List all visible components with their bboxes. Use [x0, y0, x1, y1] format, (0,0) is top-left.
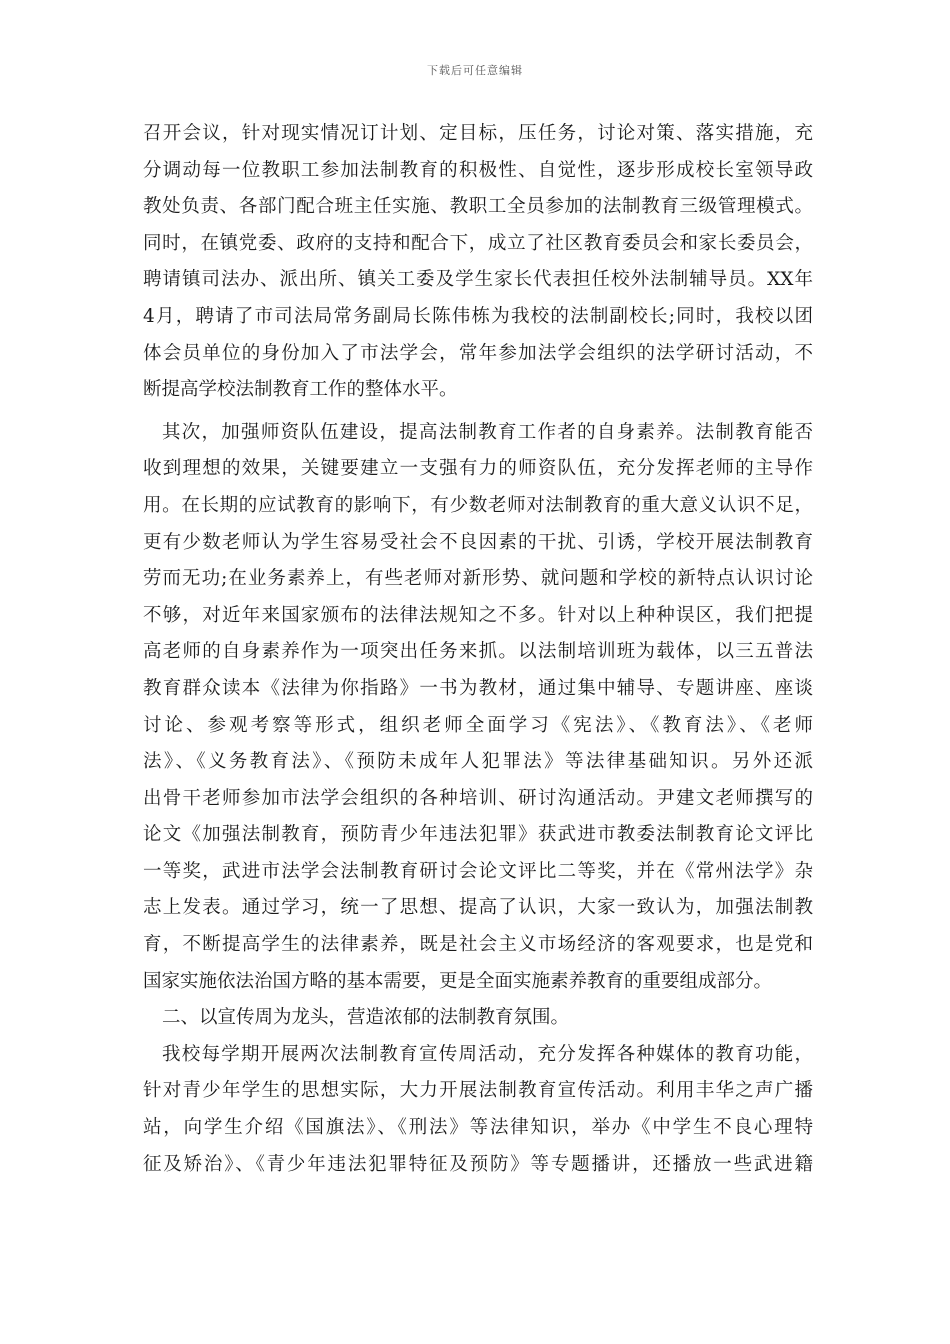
text-line: 育，不断提高学生的法律素养，既是社会主义市场经济的客观要求，也是党和: [143, 934, 813, 956]
text-line: 用。在长期的应试教育的影响下，有少数老师对法制教育的重大意义认识不足，: [143, 494, 813, 516]
text-line: 国家实施依法治国方略的基本需要，更是全面实施素养教育的重要组成部分。: [143, 970, 773, 992]
text-line: 不够，对近年来国家颁布的法律法规知之不多。针对以上种种误区，我们把提: [143, 604, 813, 626]
text-line: 征及矫治》、《青少年违法犯罪特征及预防》等专题播讲，还播放一些武进籍: [143, 1153, 813, 1175]
text-line: 同时，在镇党委、政府的支持和配合下，成立了社区教育委员会和家长委员会，: [143, 232, 813, 254]
paragraph-publicity-activities: [143, 1037, 813, 1183]
text-line: 收到理想的效果，关键要建立一支强有力的师资队伍，充分发挥老师的主导作: [143, 458, 813, 480]
text-line: 更有少数老师认为学生容易受社会不良因素的干扰、引诱，学校开展法制教育: [143, 531, 813, 553]
text-line: 针对青少年学生的思想实际，大力开展法制教育宣传活动。利用丰华之声广播: [143, 1080, 813, 1102]
text-line: 教处负责、各部门配合班主任实施、教职工全员参加的法制教育三级管理模式。: [143, 196, 813, 218]
text-line: 4月，聘请了市司法局常务副局长陈伟栋为我校的法制副校长;同时，我校以团: [143, 305, 813, 327]
text-line: 其次，加强师资队伍建设，提高法制教育工作者的自身素养。法制教育能否: [162, 421, 813, 443]
paragraph-teacher-training: [143, 415, 813, 1001]
text-line: 体会员单位的身份加入了市法学会，常年参加法学会组织的法学研讨活动，不: [143, 342, 813, 364]
text-line: 志上发表。通过学习，统一了思想、提高了认识，大家一致认为，加强法制教: [143, 897, 813, 919]
text-line: 分调动每一位教职工参加法制教育的积极性、自觉性，逐步形成校长室领导政: [143, 159, 813, 181]
text-line: 一等奖，武进市法学会法制教育研讨会论文评比二等奖，并在《常州法学》杂: [143, 860, 813, 882]
heading-line: 二、以宣传周为龙头，营造浓郁的法制教育氛围。: [162, 1007, 570, 1029]
text-line: 高老师的自身素养作为一项突出任务来抓。以法制培训班为载体，以三五普法: [143, 641, 813, 663]
text-line: 论文《加强法制教育，预防青少年违法犯罪》获武进市教委法制教育论文评比: [143, 824, 813, 846]
text-line: 讨论、参观考察等形式，组织老师全面学习《宪法》、《教育法》、《老师: [143, 714, 813, 736]
section-heading-publicity-week: [143, 1000, 813, 1037]
text-line: 法》、《义务教育法》、《预防未成年人犯罪法》等法律基础知识。另外还派: [143, 751, 813, 773]
text-line: 出骨干老师参加市法学会组织的各种培训、研讨沟通活动。尹建文老师撰写的: [143, 787, 813, 809]
text-line: 站，向学生介绍《国旗法》、《刑法》等法律知识，举办《中学生不良心理特: [143, 1117, 813, 1139]
text-line: 劳而无功;在业务素养上，有些老师对新形势、就问题和学校的新特点认识讨论: [143, 568, 813, 590]
text-line: 聘请镇司法办、派出所、镇关工委及学生家长代表担任校外法制辅导员。XX年: [143, 269, 813, 291]
text-line: 我校每学期开展两次法制教育宣传周活动，充分发挥各种媒体的教育功能，: [162, 1043, 813, 1065]
text-line: 教育群众读本《法律为你指路》一书为教材，通过集中辅导、专题讲座、座谈: [143, 677, 813, 699]
paragraph-management-model: [143, 116, 813, 409]
document-body: [143, 116, 813, 1183]
text-line: 断提高学校法制教育工作的整体水平。: [143, 379, 458, 401]
page-header: 下载后可任意编辑: [427, 64, 523, 77]
text-line: 召开会议，针对现实情况订计划、定目标，压任务，讨论对策、落实措施，充: [143, 123, 813, 144]
